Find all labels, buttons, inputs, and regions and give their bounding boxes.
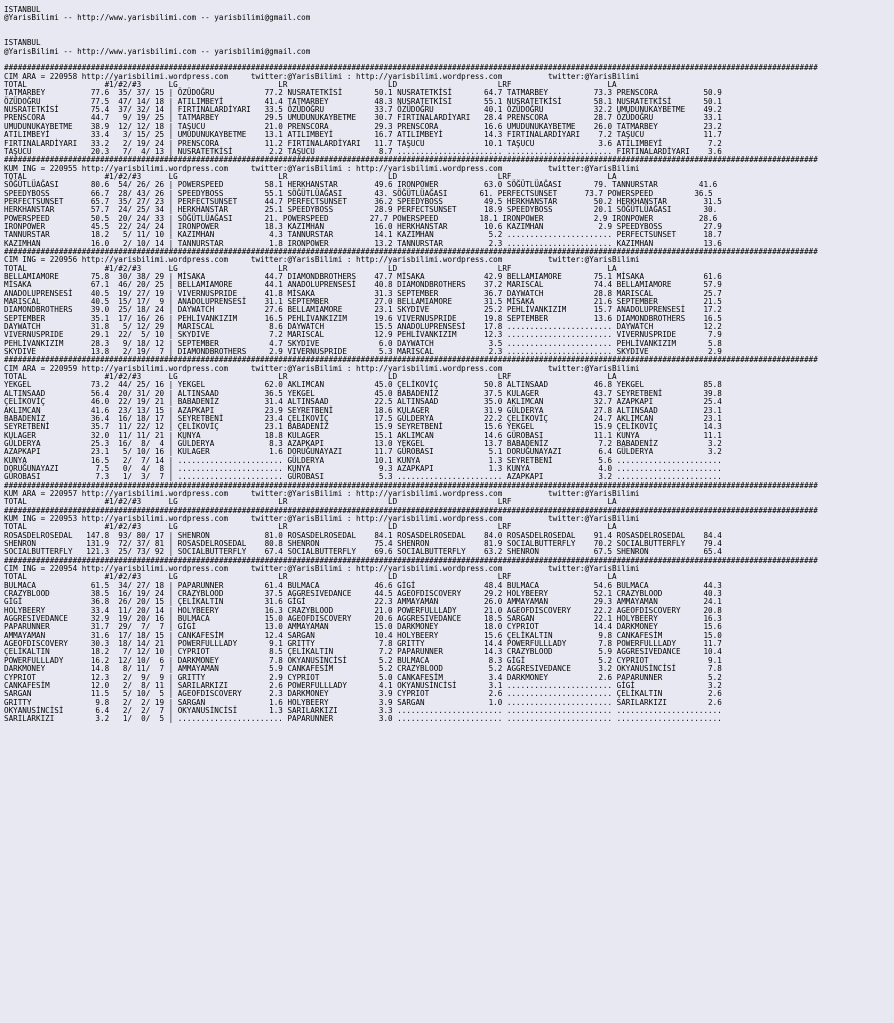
report-line: SARGAN 11.5 5/ 10/ 5 | AGEOFDISCOVERY 2.3 DARKMONEY 3.9 CYPRIOT 2.6 ....................... ÇELİKALTIN 2.6	[4, 689, 722, 699]
report-line: BABADENİZ 36.4 16/ 18/ 17 | SEYRETBENİ 23.4 ÇELİKOVİÇ 17.5 GÜLDERYA 22.2 ÇELİKOVİÇ 24.7 AKLIMCAN 23.1	[4, 413, 722, 423]
report-line: PEHLİVANKIZIM 28.3 9/ 18/ 12 | SEPTEMBER 4.7 SKYDIVE 6.0 DAYWATCH 3.5 ....................... PEHLİVANKIZIM 5.8	[4, 338, 722, 348]
report-line: DAYWATCH 31.8 5/ 12/ 29 | MARISCAL 8.6 DAYWATCH 15.5 ANADOLUPRENSESİ 17.8 ....................... DAYWATCH 12.2	[4, 322, 722, 332]
report-line: KAZIMHAN 16.0 2/ 10/ 14 | TANNURSTAR 1.8 IRONPOWER 13.2 TANNURSTAR 2.3 ....................... KAZIMHAN 13.6	[4, 238, 722, 248]
report-line: GÜLDERYA 25.3 16/ 8/ 4 | GÜLDERYA 8.3 AZAPKAPI 13.0 YEKGEL 13.7 BABADENİZ 7.2 BABADENİZ 3.2	[4, 438, 722, 448]
report-line: TOTAL #1/#2/#3 LG LR LD LRF LA	[4, 80, 617, 90]
report-line: CIM ING = 220956 http://yarisbilimi.wordpress.com twitter:@YarisBilimi : http://yarisbilimi.wordpress.com twitter:@YarisBilimi	[4, 255, 640, 265]
report-line: ATILIMBEYİ 33.4 3/ 15/ 25 | UMUDUNUKAYBETME 13.1 ATILIMBEYİ 16.7 ATILIMBEYİ 14.3 FIRTINALARDİYARI 7.2 TAŞUCU 11.7	[4, 130, 722, 140]
report-line: SARILARKIZI 3.2 1/ 0/ 5 | ....................... PAPARUNNER 3.0 ....................... ....................... .......................	[4, 714, 722, 724]
report-line: SHENRON 131.9 72/ 37/ 81 | ROSASDELROSEDAL 80.8 SHENRON 75.4 SHENRON 81.9 SOCIALBUTTERFLY 70.2 SOCIALBUTTERFLY 79.4	[4, 539, 722, 548]
report-line: SEPTEMBER 35.1 17/ 16/ 26 | PEHLİVANKIZIM 16.5 PEHLİVANKIZIM 19.6 VIVERNUSPRIDE 19.8 SEPTEMBER 13.6 DIAMONDBROTHERS 16.5	[4, 313, 722, 323]
report-line: PRENSCORA 44.7 9/ 19/ 25 | TATMARBEY 29.5 UMUDUNUKAYBETME 30.7 FIRTINALARDİYARI 28.4 PRENSCORA 28.7 ÖZÜDOĞRU 33.1	[4, 113, 722, 123]
report-line: TOTAL #1/#2/#3 LG LR LD LRF LA	[4, 263, 617, 273]
report-line: FIRTINALARDİYARI 33.2 2/ 19/ 24 | PRENSCORA 11.2 FIRTINALARDİYARI 11.7 TAŞUCU 10.1 TAŞUCU 3.6 ATILIMBEYİ 7.2	[4, 138, 722, 148]
report-line: ##################################################################################################################################################################################	[4, 155, 818, 165]
report-line: ##################################################################################################################################################################################	[4, 480, 818, 490]
report-line: TOTAL #1/#2/#3 LG LR LD LRF LA	[4, 572, 617, 582]
report-line: ALTINSAAD 56.4 20/ 31/ 20 | ALTINSAAD 36.5 YEKGEL 45.0 BABADENİZ 37.5 KULAGER 43.7 SEYRETBENİ 39.8	[4, 388, 722, 398]
report-line: CIM ING = 220954 http://yarisbilimi.wordpress.com twitter:@YarisBilimi : http://yarisbilimi.wordpress.com twitter:@YarisBilimi	[4, 564, 640, 574]
report-line: CIM ARA = 220959 http://yarisbilimi.wordpress.com twitter:@YarisBilimi : http://yarisbilimi.wordpress.com twitter:@YarisBilimi	[4, 363, 640, 373]
report-line: ##################################################################################################################################################################################	[4, 555, 818, 565]
report-line: HOLYBEERY 33.4 11/ 20/ 14 | HOLYBEERY 16.3 CRAZYBLOOD 21.0 POWERFULLLADY 21.0 AGEOFDISCOVERY 22.2 AGEOFDISCOVERY 20.8	[4, 605, 722, 615]
report-line: ANADOLUPRENSESİ 40.5 19/ 27/ 19 | VIVERNUSPRIDE 41.8 MİSAKA 31.3 SEPTEMBER 36.7 DAYWATCH 28.8 MARISCAL 25.7	[4, 288, 722, 298]
report-line: KULAGER 32.0 11/ 11/ 21 | KUNYA 18.8 KULAGER 15.1 AKLIMCAN 14.6 GÜROBASI 11.1 KUNYA 11.1	[4, 430, 722, 440]
report-line: SPEEDYBOSS 66.7 28/ 43/ 26 | SPEEDYBOSS 55.1 SÖĞÜTLÜAĞASI 43. SÖĞÜTLÜAĞASI 61. PERFECTSUNSET 73.7 POWERSPEED 36.5	[4, 188, 713, 198]
report-line: ÖZÜDOĞRU 77.5 47/ 14/ 18 | ATILIMBEYİ 41.4 TATMARBEY 48.3 NUSRATETKİSİ 55.1 NUSRATETKİSİ 58.1 NUSRATETKİSİ 50.1	[4, 96, 722, 106]
report-line: PERFECTSUNSET 65.7 35/ 27/ 23 | PERFECTSUNSET 44.7 PERFECTSUNSET 36.2 SPEEDYBOSS 49.5 HERKHANSTAR 50.2 HERKHANSTAR 31.5	[4, 196, 722, 206]
report-line: BELLAMIAMORE 75.8 30/ 38/ 29 | MİSAKA 44.7 DIAMONDBROTHERS 47.7 MİSAKA 42.9 BELLAMIAMORE 75.1 MİSAKA 61.6	[4, 272, 722, 281]
report-line: AZAPKAPI 23.1 5/ 10/ 16 | KULAGER 1.6 DORUĞUNAYAZI 11.7 GÜROBASI 5.1 DORUĞUNAYAZI 6.4 GÜLDERYA 3.2	[4, 447, 722, 457]
report-line: NUSRATETKİSİ 75.4 37/ 32/ 14 | FIRTINALARDİYARI 33.5 ÖZÜDOĞRU 33.7 ÖZÜDOĞRU 40.1 ÖZÜDOĞRU 32.2 UMUDUNUKAYBETME 49.2	[4, 105, 722, 115]
report-line: ##################################################################################################################################################################################	[4, 505, 818, 515]
report-line: KUM ARA = 220957 http://yarisbilimi.wordpress.com twitter:@YarisBilimi : http://yarisbilimi.wordpress.com twitter:@YarisBilimi	[4, 488, 640, 498]
report-line: GÜROBASI 7.3 1/ 3/ 7 | ....................... GÜROBASI 5.3 ....................... AZAPKAPI 3.2 .......................	[4, 472, 722, 482]
report-line: CANKAFESİM 12.0 2/ 8/ 11 | SARILARKIZI 2.6 POWERFULLLADY 4.1 OKYANUSİNCİSİ 3.1 ....................... GİGİ 3.2	[4, 680, 722, 690]
report-line: TOTAL #1/#2/#3 LG LR LD LRF LA	[4, 497, 617, 507]
report-line: DARKMONEY 14.8 8/ 11/ 7 | AMMAYAMAN 5.9 CANKAFESİM 5.2 CRAZYBLOOD 5.2 AGGRESIVEDANCE 3.2 OKYANUSİNCİSİ 7.8	[4, 664, 722, 674]
report-line: CRAZYBLOOD 38.5 16/ 19/ 24 | CRAZYBLOOD 37.5 AGGRESIVEDANCE 44.5 AGEOFDISCOVERY 29.2 HOLYBEERY 52.1 CRAZYBLOOD 40.3	[4, 589, 722, 599]
report-line: CIM ARA = 220958 http://yarisbilimi.wordpress.com twitter:@YarisBilimi : http://yarisbilimi.wordpress.com twitter:@YarisBilimi	[4, 71, 640, 81]
report-line: KUNYA 16.5 2/ 7/ 14 | ....................... GÜLDERYA 10.1 KUNYA 1.3 SEYRETBENİ 5.6 .......................	[4, 455, 722, 465]
report-line: POWERFULLLADY 16.2 12/ 10/ 6 | DARKMONEY 7.8 OKYANUSİNCİSİ 5.2 BULMACA 8.3 GİGİ 5.2 CYPRIOT 9.1	[4, 655, 722, 665]
report-line: AKLIMCAN 41.6 23/ 13/ 15 | AZAPKAPI 23.9 SEYRETBENİ 18.6 KULAGER 31.9 GÜLDERYA 27.8 ALTINSAAD 23.1	[4, 405, 722, 415]
report-line: ISTANBUL	[4, 5, 41, 14]
report-line: SÖĞÜTLÜAĞASI 80.6 54/ 26/ 26 | POWERSPEED 58.1 HERKHANSTAR 49.6 IRONPOWER 63.0 SÖĞÜTLÜAĞASI 79. TANNURSTAR 41.6	[4, 180, 718, 190]
report-line: @YarisBilimi -- http://www.yarisbilimi.com -- yarisbilimi@gmail.com	[4, 46, 311, 56]
report-line: POWERSPEED 50.5 20/ 24/ 33 | SÖĞÜTLÜAĞASI 21. POWERSPEED 27.7 POWERSPEED 18.1 IRONPOWER 2.9 IRONPOWER 28.6	[4, 213, 718, 223]
report-line: GRITTY 9.8 2/ 2/ 19 | SARGAN 1.6 HOLYBEERY 3.9 SARGAN 1.0 ....................... SARILARKIZI 2.6	[4, 697, 722, 707]
report-line: TOTAL #1/#2/#3 LG LR LD LRF LA	[4, 171, 617, 181]
report-line: KUM ING = 220953 http://yarisbilimi.wordpress.com twitter:@YarisBilimi : http://yarisbilimi.wordpress.com twitter:@YarisBilimi	[4, 513, 640, 523]
report-line: SKYDIVE 13.8 2/ 19/ 7 | DIAMONDBROTHERS 2.9 VIVERNUSPRIDE 5.3 MARISCAL 2.3 ....................... SKYDIVE 2.9	[4, 347, 722, 357]
report-line	[4, 23, 894, 31]
report-line: ÇELİKOVİÇ 46.0 22/ 19/ 21 | BABADENİZ 31.4 ALTINSAAD 22.5 ALTINSAAD 35.0 AKLIMCAN 32.7 AZAPKAPI 25.4	[4, 397, 722, 407]
report-line: TANNURSTAR 18.2 5/ 11/ 10 | KAZIMHAN 4.3 TANNURSTAR 14.1 KAZIMHAN 5.2 ....................... PERFECTSUNSET 18.7	[4, 230, 722, 240]
report-line: AMMAYAMAN 31.6 17/ 18/ 15 | CANKAFESİM 12.4 SARGAN 10.4 HOLYBEERY 15.6 ÇELİKALTIN 9.8 CANKAFESİM 15.0	[4, 630, 722, 640]
report-line: DORUĞUNAYAZI 7.5 0/ 4/ 8 | ....................... KUNYA 9.3 AZAPKAPI 1.3 KUNYA 4.0 .......................	[4, 463, 722, 473]
report-line: TOTAL #1/#2/#3 LG LR LD LRF LA	[4, 372, 617, 382]
report-line: AGGRESIVEDANCE 32.9 19/ 20/ 16 | BULMACA 15.0 AGEOFDISCOVERY 20.6 AGGRESIVEDANCE 18.5 SARGAN 22.1 HOLYBEERY 16.3	[4, 614, 722, 624]
report-line: TATMARBEY 77.6 35/ 37/ 15 | ÖZÜDOĞRU 77.2 NUSRATETKİSİ 50.1 NUSRATETKİSİ 64.7 TATMARBEY 73.3 PRENSCORA 50.9	[4, 88, 722, 98]
report-line: ##################################################################################################################################################################################	[4, 63, 818, 73]
report-line: KUM ING = 220955 http://yarisbilimi.wordpress.com twitter:@YarisBilimi : http://yarisbilimi.wordpress.com twitter:@YarisBilimi	[4, 163, 640, 173]
report-line: VIVERNUSPRIDE 29.1 22/ 5/ 10 | SKYDIVE 7.2 MARISCAL 12.9 PEHLİVANKIZIM 12.3 ....................... VIVERNUSPRIDE 7.9	[4, 330, 722, 340]
report-line: AGEOFDISCOVERY 30.3 18/ 14/ 21 | POWERFULLLADY 9.1 GRITTY 7.8 GRITTY 14.4 POWERFULLLADY 7.8 POWERFULLLADY 11.7	[4, 639, 722, 649]
report-line: @YarisBilimi -- http://www.yarisbilimi.com -- yarisbilimi@gmail.com	[4, 13, 311, 23]
report-line: OKYANUSİNCİSİ 6.4 2/ 2/ 7 | OKYANUSİNCİSİ 1.3 SARILARKIZI 3.3 ....................... ....................... .......................	[4, 705, 722, 715]
report-line	[4, 31, 894, 39]
report-line: ISTANBUL	[4, 38, 41, 48]
report-line: MİSAKA 67.1 46/ 20/ 25 | BELLAMIAMORE 44.1 ANADOLUPRENSESİ 40.8 DIAMONDBROTHERS 37.2 MARISCAL 74.4 BELLAMIAMORE 57.9	[4, 280, 722, 290]
report-line: YEKGEL 73.2 44/ 25/ 16 | YEKGEL 62.0 AKLIMCAN 45.0 ÇELİKOVİÇ 50.8 ALTINSAAD 46.8 YEKGEL 85.8	[4, 380, 722, 390]
report-line: SOCIALBUTTERFLY 121.3 25/ 73/ 92 | SOCIALBUTTERFLY 67.4 SOCIALBUTTERFLY 69.6 SOCIALBUTTERFLY 63.2 SHENRON 67.5 SHENRON 65.4	[4, 547, 722, 557]
report-line: PAPARUNNER 31.7 29/ 7/ 7 | GİGİ 13.0 AMMAYAMAN 15.0 DARKMONEY 18.0 CYPRIOT 14.4 DARKMONEY 15.6	[4, 622, 722, 632]
report-line: ÇELİKALTIN 18.2 7/ 12/ 10 | CYPRIOT 8.5 ÇELİKALTIN 7.2 PAPARUNNER 14.3 CRAZYBLOOD 5.9 AGGRESIVEDANCE 10.4	[4, 647, 722, 657]
report-line: ##################################################################################################################################################################################	[4, 246, 818, 256]
report-line: MARISCAL 40.5 15/ 17/ 9 | ANADOLUPRENSESİ 31.1 SEPTEMBER 27.0 BELLAMIAMORE 31.5 MİSAKA 21.6 SEPTEMBER 21.5	[4, 297, 722, 307]
report-line: UMUDUNUKAYBETME 38.9 12/ 12/ 18 | TAŞUCU 21.0 PRENSCORA 29.3 PRENSCORA 16.6 UMUDUNUKAYBETME 26.0 TATMARBEY 23.2	[4, 121, 722, 131]
report-line: BULMACA 61.5 34/ 27/ 18 | PAPARUNNER 61.4 BULMACA 46.6 GİGİ 48.4 BULMACA 54.6 BULMACA 44.3	[4, 580, 722, 590]
report-line: TOTAL #1/#2/#3 LG LR LD LRF LA	[4, 522, 617, 532]
report-line: DIAMONDBROTHERS 39.0 25/ 18/ 24 | DAYWATCH 27.6 BELLAMIAMORE 23.1 SKYDIVE 25.2 PEHLİVANKIZIM 15.7 ANADOLUPRENSESİ 17.2	[4, 305, 722, 315]
report-line: GİGİ 36.8 26/ 20/ 15 | ÇELİKALTIN 31.6 GİGİ 22.3 AMMAYAMAN 26.0 AMMAYAMAN 29.3 AMMAYAMAN 24.1	[4, 597, 722, 607]
report-line: ##################################################################################################################################################################################	[4, 355, 818, 365]
report-line: ROSASDELROSEDAL 147.8 93/ 80/ 17 | SHENRON 81.0 ROSASDELROSEDAL 84.1 ROSASDELROSEDAL 84.0 ROSASDELROSEDAL 91.4 ROSASDELROSEDAL 84.4	[4, 530, 722, 540]
report-line: HERKHANSTAR 57.7 24/ 25/ 34 | HERKHANSTAR 25.1 SPEEDYBOSS 28.9 PERFECTSUNSET 18.9 SPEEDYBOSS 20.1 SÖĞÜTLÜAĞASI 30.	[4, 205, 718, 215]
report-line: SEYRETBENİ 35.7 11/ 22/ 12 | ÇELİKOVİÇ 23.1 BABADENİZ 15.9 SEYRETBENİ 15.6 YEKGEL 15.9 ÇELİKOVİÇ 14.3	[4, 422, 722, 432]
report-line: IRONPOWER 45.5 22/ 24/ 24 | IRONPOWER 18.3 KAZIMHAN 16.0 HERKHANSTAR 10.6 KAZIMHAN 2.9 SPEEDYBOSS 27.9	[4, 221, 722, 231]
report-line: CYPRIOT 12.3 2/ 9/ 9 | GRITTY 2.9 CYPRIOT 5.0 CANKAFESİM 3.4 DARKMONEY 2.6 PAPARUNNER 5.2	[4, 672, 722, 682]
report-line: TAŞUCU 20.3 7/ 4/ 13 | NUSRATETKİSİ 2.2 TAŞUCU 8.7 ....................... ....................... FIRTINALARDİYARI 3.6	[4, 146, 722, 156]
